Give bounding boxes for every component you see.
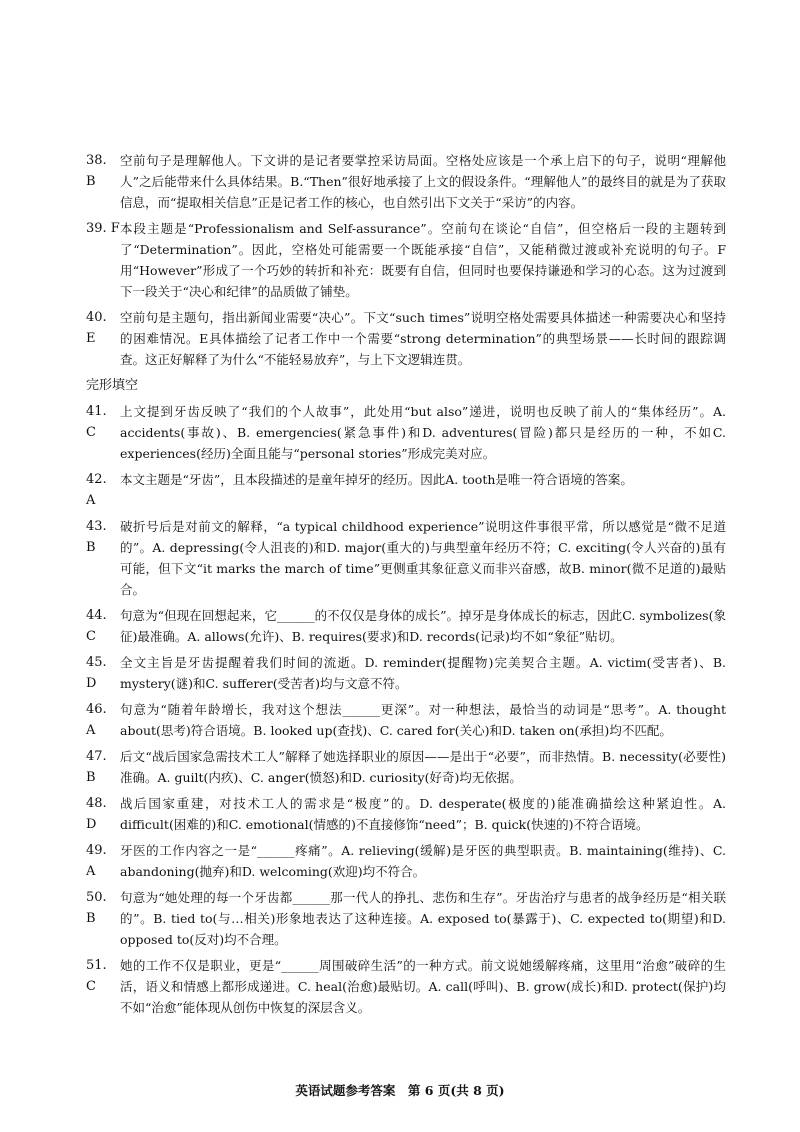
answer-item [86,516,726,600]
answer-item [86,699,726,741]
item-number: 47. B [86,749,107,785]
answer-item [86,887,726,950]
item-number: 43. B [86,519,107,555]
item-number: 51. C [86,958,107,994]
item-number: 45. D [86,655,107,691]
item-explanation: 全文主旨是牙齿提醒着我们时间的流逝。D. reminder(提醒物)完美契合主题。A. victim(受害者)、B. mystery(谜)和C. sufferer(受苦者)均与文意不符。 [120,655,726,691]
item-explanation: 牙医的工作内容之一是“______疼痛”。A. relieving(缓解)是牙医的典型职责。B. maintaining(维持)、C. abandoning(抛弃)和D. welcoming(欢迎)均不符合。 [120,843,726,879]
item-explanation: 战后国家重建，对技术工人的需求是“极度”的。D. desperate(极度的)能准确描绘这种紧迫性。A. difficult(困难的)和C. emotional(情感的)不直接修饰“need”；B. quick(快速的)不符合语境。 [120,796,726,832]
answer-item [86,955,726,1018]
answer-item [86,652,726,694]
item-number: 38. B [86,153,107,189]
item-explanation: 本文主题是“牙齿”，且本段描述的是童年掉牙的经历。因此A. tooth是唯一符合语境的答案。 [120,472,633,487]
answer-item [86,840,726,882]
answer-item [86,793,726,835]
item-number: 41. C [86,404,107,440]
item-explanation: 破折号后是对前文的解释，“a typical childhood experience”说明这件事很平常，所以感觉是“微不足道的”。A. depressing(令人沮丧的)和D. major(重大的)与典型童年经历不符；C. exciting(令人兴奋的)虽有可能，但下文“it marks the march of time”更侧重其象征意义而非兴奋感，故B. minor(微不足道的)最贴合。 [120,519,726,597]
section-heading: 完形填空 [86,378,139,393]
item-number: 40. E [86,310,107,346]
item-explanation: 句意为“她处理的每一个牙齿都______那一代人的挣扎、悲伤和生存”。牙齿治疗与患者的战争经历是“相关联的”。B. tied to(与…相关)形象地表达了这种连接。A. exposed to(暴露于)、C. expected to(期望)和D. opposed to(反对)均不合理。 [120,890,726,947]
item-number: 44. C [86,608,107,644]
item-number: 50. B [86,890,107,926]
answer-content [86,150,726,1023]
item-explanation: 她的工作不仅是职业，更是“______周围破碎生活”的一种方式。前文说她缓解疼痛，这里用“治愈”破碎的生活，语义和情感上都形成递进。C. heal(治愈)最贴切。A. call(呼叫)、B. grow(成长)和D. protect(保护)均不如“治愈”能体现从创伤中恢复的深层含义。 [120,958,726,1015]
item-number: 42. A [86,472,107,508]
item-explanation: 空前句是主题句，指出新闻业需要“决心”。下文“such times”说明空格处需要具体描述一种需要决心和坚持的困难情况。E具体描绘了记者工作中一个需要“strong determination”的典型场景——长时间的跟踪调查。这正好解释了为什么“不能轻易放弃”，与上下文逻辑连贯。 [120,310,726,367]
answer-item [86,469,726,511]
page-footer: 英语试题参考答案 第 6 页(共 8 页) [295,1083,505,1098]
item-explanation: 本段主题是“Professionalism and Self-assurance”。空前句在谈论“自信”，但空格后一段的主题转到了“Determination”。因此，空格处可能需要一个既能承接“自信”，又能稍微过渡或补充说明的句子。F用“However”形成了一个巧妙的转折和补充：既要有自信，但同时也要保持谦逊和学习的心态。这为过渡到下一段关于“决心和纪律”的品质做了铺垫。 [120,221,726,299]
item-number: 46. A [86,702,107,738]
answer-item [86,307,726,370]
answer-item [86,401,726,464]
item-explanation: 空前句子是理解他人。下文讲的是记者要掌控采访局面。空格处应该是一个承上启下的句子，说明“理解他人”之后能带来什么具体结果。B.“Then”很好地承接了上文的假设条件。“理解他人”的最终目的就是为了获取信息，而“提取相关信息”正是记者工作的核心，也自然引出下文关于“采访”的内容。 [120,153,726,210]
answer-item [86,218,726,302]
item-number: 49. A [86,843,107,879]
answer-item [86,605,726,647]
item-explanation: 句意为“随着年龄增长，我对这个想法______更深”。对一种想法，最恰当的动词是“思考”。A. thought about(思考)符合语境。B. looked up(查找)、C. cared for(关心)和D. taken on(承担)均不匹配。 [120,702,726,738]
answer-item [86,150,726,213]
item-explanation: 句意为“但现在回想起来，它______的不仅仅是身体的成长”。掉牙是身体成长的标志，因此C. symbolizes(象征)最准确。A. allows(允许)、B. requires(要求)和D. records(记录)均不如“象征”贴切。 [120,608,726,644]
item-explanation: 后文“战后国家急需技术工人”解释了她选择职业的原因——是出于“必要”，而非热情。B. necessity(必要性)准确。A. guilt(内疚)、C. anger(愤怒)和D. curiosity(好奇)均无依据。 [120,749,726,785]
item-explanation: 上文提到牙齿反映了“我们的个人故事”，此处用“but also”递进，说明也反映了前人的“集体经历”。A. accidents(事故)、B. emergencies(紧急事件)和D. adventures(冒险)都只是经历的一种，不如C. experiences(经历)全面且能与“personal stories”形成完美对应。 [120,404,726,461]
item-number: 39. F [86,221,120,236]
answer-item [86,746,726,788]
item-number: 48. D [86,796,107,832]
